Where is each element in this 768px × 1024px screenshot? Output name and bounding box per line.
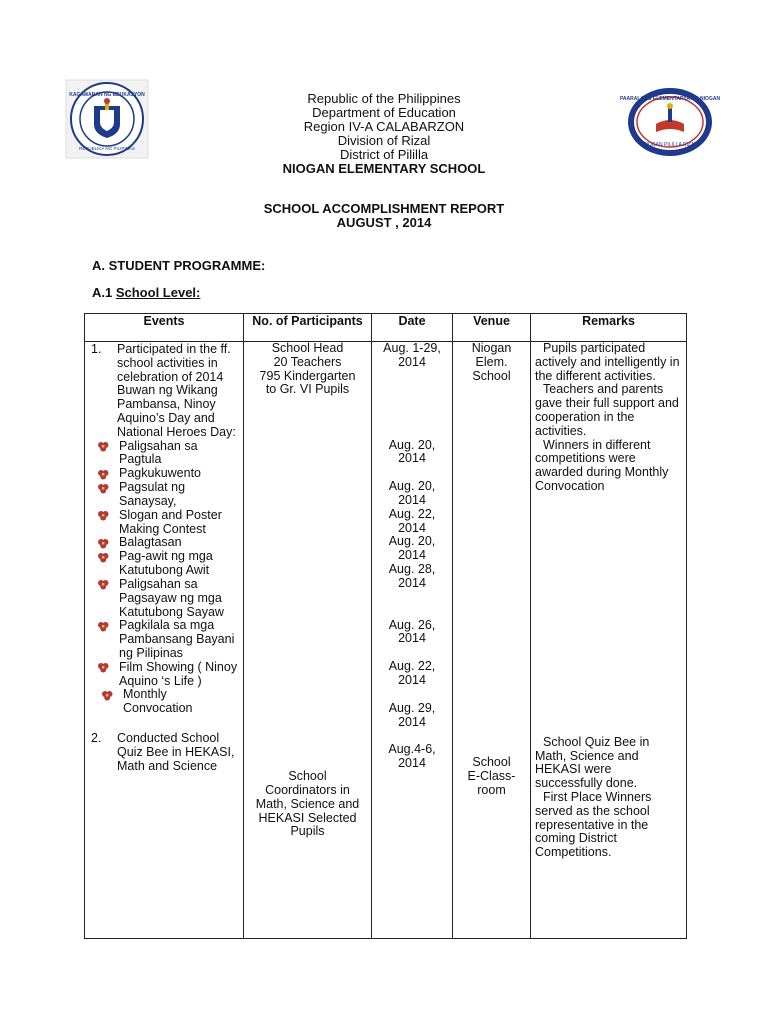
event-item-2: [89, 731, 239, 773]
event-number: 1.: [91, 342, 102, 356]
participants-line: 20 Teachers: [273, 354, 342, 369]
table-row: [85, 342, 687, 939]
list-item: [89, 481, 239, 509]
svg-text:KAGAWARAN NG EDUKASYON: KAGAWARAN NG EDUKASYON: [69, 92, 145, 98]
list-item-text: Balagtasan: [119, 535, 182, 550]
header-venue: Venue: [453, 314, 531, 342]
letterhead-division: Division of Rizal: [337, 133, 431, 148]
section-heading: A. STUDENT PROGRAMME:: [92, 258, 266, 273]
letterhead-region: Region IV-A CALABARZON: [303, 119, 465, 134]
flower-bullet-icon: [89, 578, 119, 592]
list-item: [89, 467, 239, 481]
event-intro: Participated in the ff. school activities in celebration of 2014 Buwan ng Wikang Pambansa, Ninoy Aquino’s Day and National Heroes Day:: [117, 342, 236, 439]
activity-list: [89, 440, 239, 716]
date-text: Aug.4-6, 2014: [388, 742, 436, 771]
remarks-text: Winners in different competitions were awarded during Monthly Convocation: [535, 437, 669, 493]
list-item-text: Pagkukuwento: [119, 466, 202, 481]
date-text: Aug. 22, 2014: [388, 506, 436, 535]
letterhead-department: Department of Education: [312, 105, 456, 120]
list-item-text: Slogan and Poster Making Contest: [119, 507, 222, 536]
date-text: Aug. 28, 2014: [388, 561, 436, 590]
date-text: Aug. 20, 2014: [388, 534, 436, 563]
remarks-text: Pupils participated actively and intelligently in the different activities.: [535, 341, 680, 383]
subsection-heading: [92, 285, 200, 300]
participants-line: 795 Kindergarten: [259, 368, 356, 383]
list-item: [89, 509, 239, 537]
svg-text:NIOGAN PILILLA RIZAL: NIOGAN PILILLA RIZAL: [642, 142, 698, 148]
venue-cell: [453, 342, 531, 939]
letterhead: [200, 92, 568, 176]
list-item-text: Paligsahan sa Pagsayaw ng mga Katutubong Sayaw: [119, 576, 224, 619]
table-header-row: [85, 314, 687, 342]
participants-line: School Head: [271, 341, 344, 355]
remarks-text: First Place Winners served as the school representative in the coming District Competitions.: [535, 789, 652, 860]
event-item-1: [89, 342, 239, 440]
participants-cell: [244, 342, 372, 939]
school-logo-icon: [619, 86, 721, 158]
list-item: [89, 440, 239, 468]
remarks-text: Teachers and parents gave their full support and cooperation in the activities.: [535, 382, 679, 438]
list-item-text: Pag-awit ng mga Katutubong Awit: [119, 549, 213, 578]
letterhead-school-name: NIOGAN ELEMENTARY SCHOOL: [282, 161, 486, 176]
date-text: Aug. 29, 2014: [388, 700, 436, 729]
subsection-label: School Level:: [115, 285, 201, 300]
flower-bullet-icon: [89, 536, 119, 550]
event-number: 2.: [91, 730, 102, 745]
list-item: [89, 550, 239, 578]
event-text: Conducted School Quiz Bee in HEKASI, Math and Science: [117, 730, 235, 773]
date-text: Aug. 22, 2014: [388, 659, 436, 687]
remarks-cell: [531, 342, 687, 939]
participants-text: School Coordinators in Math, Science and HEKASI Selected Pupils: [255, 769, 360, 839]
flower-bullet-icon: [89, 688, 123, 702]
flower-bullet-icon: [89, 550, 119, 564]
list-item: [89, 536, 239, 550]
header-date: Date: [372, 314, 453, 342]
list-item-text: Pagsulat ng Sanaysay,: [119, 480, 186, 508]
svg-text:REPUBLIKA NG PILIPINAS: REPUBLIKA NG PILIPINAS: [79, 146, 135, 151]
flower-bullet-icon: [89, 661, 119, 675]
date-text: Aug. 1-29, 2014: [383, 341, 441, 369]
events-cell: [85, 342, 244, 939]
flower-bullet-icon: [89, 481, 119, 495]
flower-bullet-icon: [89, 619, 119, 633]
list-item: [89, 661, 239, 689]
list-item: [89, 619, 239, 660]
date-cell: [372, 342, 453, 939]
list-item: [89, 688, 239, 716]
list-item: [89, 578, 239, 619]
report-title-text: SCHOOL ACCOMPLISHMENT REPORT: [263, 201, 505, 216]
date-text: Aug. 20, 2014: [388, 479, 436, 507]
date-text: Aug. 20, 2014: [388, 437, 436, 466]
flower-bullet-icon: [89, 440, 119, 454]
header-events: Events: [85, 314, 244, 342]
deped-seal-icon: [66, 80, 148, 158]
venue-text: School E-Class-room: [467, 755, 516, 797]
list-item-text: Film Showing ( Ninoy Aquino ‘s Life ): [119, 659, 238, 688]
svg-text:PAARALANG ELEMENTARYA NG NIOGA: PAARALANG ELEMENTARYA NG NIOGAN: [619, 96, 721, 102]
subsection-prefix: A.1: [92, 285, 116, 300]
header-remarks: Remarks: [531, 314, 687, 342]
flower-bullet-icon: [89, 509, 119, 523]
date-text: Aug. 26, 2014: [388, 617, 436, 646]
remarks-text: School Quiz Bee in Math, Science and HEKASI were successfully done.: [535, 734, 650, 791]
flower-bullet-icon: [89, 467, 119, 481]
accomplishment-table: [84, 313, 687, 939]
header-participants: No. of Participants: [244, 314, 372, 342]
report-period: AUGUST , 2014: [336, 215, 432, 230]
participants-line: to Gr. VI Pupils: [265, 382, 350, 397]
list-item-text: Monthly Convocation: [123, 687, 193, 716]
letterhead-country: Republic of the Philippines: [307, 91, 461, 106]
list-item-text: Paligsahan sa Pagtula: [119, 438, 198, 467]
report-title: [160, 202, 608, 230]
venue-text: Niogan Elem. School: [471, 341, 512, 383]
letterhead-district: District of Pililla: [339, 147, 429, 162]
list-item-text: Pagkilala sa mga Pambansang Bayani ng Pilipinas: [119, 618, 235, 660]
